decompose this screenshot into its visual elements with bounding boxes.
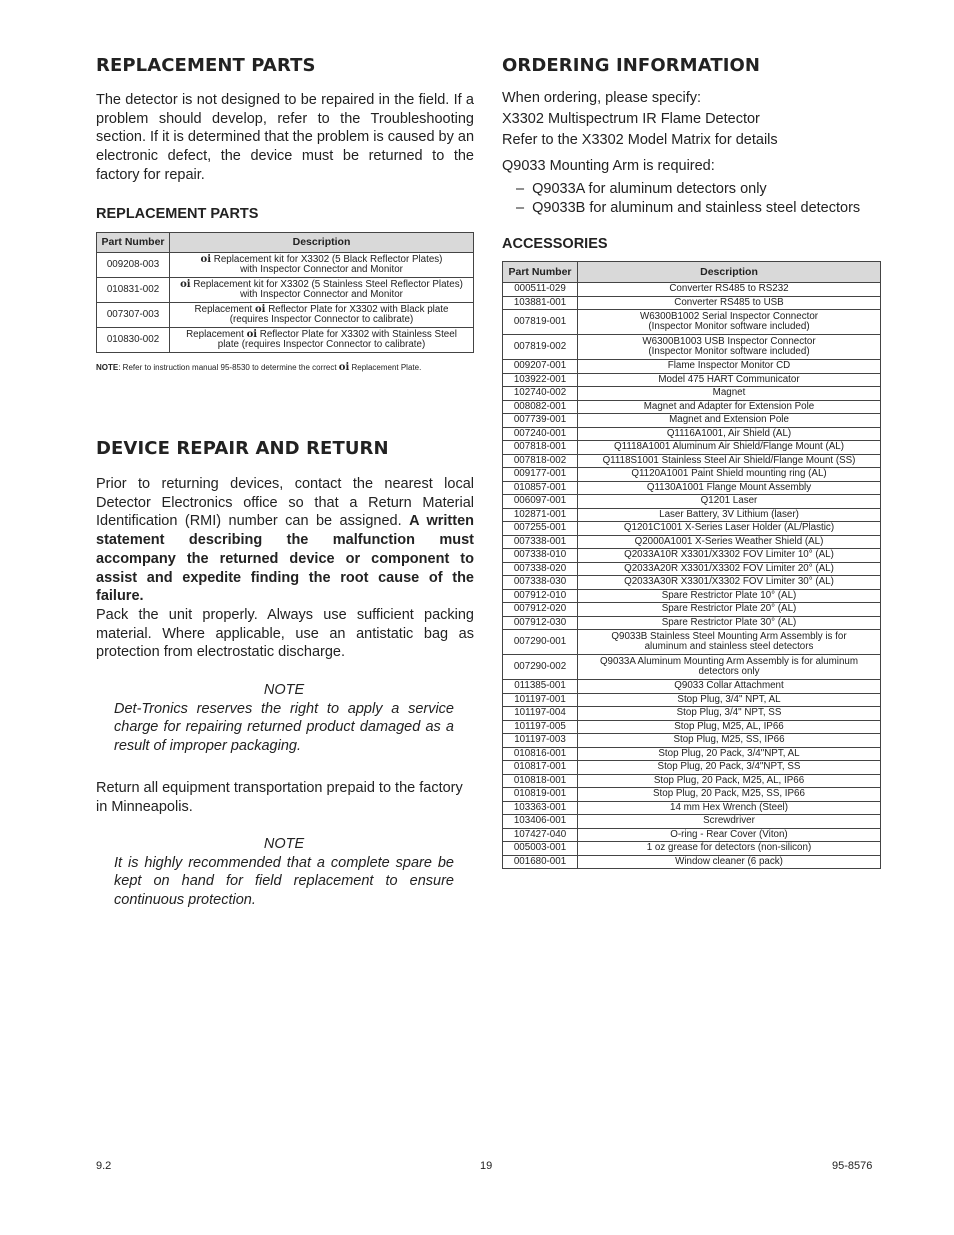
table-row xyxy=(97,278,474,303)
table-row xyxy=(503,603,881,617)
table-row xyxy=(503,828,881,842)
table-row xyxy=(503,360,881,374)
table-header-row xyxy=(503,262,881,283)
description-cell xyxy=(578,815,881,829)
description-cell xyxy=(578,441,881,455)
oi-symbol: oi xyxy=(246,328,258,340)
description-cell xyxy=(170,253,474,278)
description-line-1: Magnet and Extension Pole xyxy=(669,414,789,425)
description-line-1: Stop Plug, 3/4" NPT, AL xyxy=(677,693,781,705)
table-row xyxy=(503,788,881,802)
table-row xyxy=(503,707,881,721)
description-cell xyxy=(578,387,881,401)
part-number-cell: 010830-002 xyxy=(97,328,170,353)
repair-note-1-body: Det-Tronics reserves the right to apply a service charge for repairing returned product damaged as a result of improper packaging. xyxy=(114,700,454,755)
description-line-2: detectors only xyxy=(698,666,760,677)
column-header-part-number: Part Number xyxy=(97,233,170,253)
description-line-1: Stop Plug, M25, AL, IP66 xyxy=(674,720,784,732)
repair-note-2-title: NOTE xyxy=(263,836,305,852)
part-number-cell: 101197-004 xyxy=(503,707,578,721)
description-cell xyxy=(578,680,881,694)
part-number-cell: 010817-001 xyxy=(503,761,578,775)
table-row xyxy=(503,427,881,441)
description-line-2: (Inspector Monitor software included) xyxy=(648,321,810,332)
table-row xyxy=(97,303,474,328)
description-cell xyxy=(578,589,881,603)
description-line-1: O-ring - Rear Cover (Viton) xyxy=(670,828,788,840)
part-number-cell: 010819-001 xyxy=(503,788,578,802)
description-line-1: Q9033B Stainless Steel Mounting Arm Assembly is for xyxy=(611,630,847,642)
description-line-1: Stop Plug, M25, SS, IP66 xyxy=(673,734,785,745)
repair-paragraph-2: Pack the unit properly. Always use sufficient packing material. Where applicable, use an antistatic bag as protection from electrostatic discharge. xyxy=(96,607,474,661)
table-row xyxy=(503,801,881,815)
table-row xyxy=(503,761,881,775)
table-row xyxy=(503,616,881,630)
part-number-cell: 101197-005 xyxy=(503,720,578,734)
repair-note-1 xyxy=(114,681,454,756)
ordering-line-2: X3302 Multispectrum IR Flame Detector xyxy=(502,111,760,127)
description-cell xyxy=(578,454,881,468)
description-cell xyxy=(578,481,881,495)
table-row xyxy=(503,296,881,310)
repair-paragraph-1-bold: A written statement describing the malfunction must accompany the returned device or component to assist and expedite finding the root cause of the failure. xyxy=(96,513,474,605)
part-number-cell: 102740-002 xyxy=(503,387,578,401)
description-cell xyxy=(578,655,881,680)
footer-page-number: 19 xyxy=(480,1160,493,1172)
description-line-1: Magnet and Adapter for Extension Pole xyxy=(643,400,815,412)
part-number-cell: 010831-002 xyxy=(97,278,170,303)
replacement-parts-table xyxy=(96,232,474,353)
table-row xyxy=(503,655,881,680)
description-line-1: Q9033A Aluminum Mounting Arm Assembly is for aluminum xyxy=(599,655,859,667)
table-row xyxy=(503,855,881,869)
replacement-parts-heading: REPLACEMENT PARTS xyxy=(96,55,316,76)
oi-symbol: oi xyxy=(338,362,350,373)
description-line-1: Flame Inspector Monitor CD xyxy=(667,360,791,371)
description-cell xyxy=(578,310,881,335)
repair-note-1-title: NOTE xyxy=(263,682,305,698)
description-line-2: with Inspector Connector and Monitor xyxy=(240,264,403,275)
description-prefix: Replacement xyxy=(186,328,247,340)
description-cell xyxy=(578,535,881,549)
description-cell xyxy=(578,747,881,761)
table-row xyxy=(503,747,881,761)
table-row xyxy=(503,734,881,748)
table-row xyxy=(503,400,881,414)
part-number-cell: 103406-001 xyxy=(503,815,578,829)
description-cell xyxy=(578,495,881,509)
table-row xyxy=(503,720,881,734)
part-number-cell: 007818-001 xyxy=(503,441,578,455)
description-cell xyxy=(578,616,881,630)
description-cell xyxy=(578,427,881,441)
description-cell xyxy=(578,828,881,842)
table-row xyxy=(503,373,881,387)
part-number-cell: 007290-001 xyxy=(503,630,578,655)
description-cell xyxy=(578,373,881,387)
description-line-1: Magnet xyxy=(712,387,746,398)
description-cell xyxy=(170,278,474,303)
description-cell xyxy=(578,562,881,576)
part-number-cell: 107427-040 xyxy=(503,828,578,842)
table-row xyxy=(503,815,881,829)
note-label: NOTE xyxy=(96,363,119,372)
description-prefix: Replacement xyxy=(194,303,255,315)
description-line-2: aluminum and stainless steel detectors xyxy=(644,641,814,652)
device-repair-heading: DEVICE REPAIR AND RETURN xyxy=(96,438,389,459)
description-line-1: W6300B1002 Serial Inspector Connector xyxy=(639,310,819,322)
part-number-cell: 007819-001 xyxy=(503,310,578,335)
table-row xyxy=(503,589,881,603)
part-number-cell: 001680-001 xyxy=(503,855,578,869)
table-row xyxy=(503,495,881,509)
description-line-1: Q2033A30R X3301/X3302 FOV Limiter 30° (AL) xyxy=(624,576,834,587)
table-row xyxy=(503,630,881,655)
description-cell xyxy=(578,720,881,734)
description-line-1: Q1201C1001 X-Series Laser Holder (AL/Plastic) xyxy=(623,522,835,533)
ordering-line-1: When ordering, please specify: xyxy=(502,90,702,106)
description-line-1: Stop Plug, 20 Pack, 3/4"NPT, AL xyxy=(658,747,800,759)
footer-document-number: 95-8576 xyxy=(832,1160,873,1172)
table-row xyxy=(503,774,881,788)
description-cell xyxy=(578,335,881,360)
description-line-1: Reflector Plate for X3302 with Black plate xyxy=(265,303,449,315)
replacement-parts-body: The detector is not designed to be repaired in the field. If a problem should develop, refer to the Troubleshooting section. If it is determined that the problem is caused by an electronic defect, the device must be returned to the factory for repair. xyxy=(96,92,475,183)
replacement-parts-subheading: REPLACEMENT PARTS xyxy=(96,206,259,222)
table-row xyxy=(503,481,881,495)
description-line-1: Window cleaner (6 pack) xyxy=(675,855,783,867)
part-number-cell: 009207-001 xyxy=(503,360,578,374)
description-cell xyxy=(578,707,881,721)
table-row xyxy=(503,454,881,468)
ordering-line-4: Q9033 Mounting Arm is required: xyxy=(502,158,715,174)
description-line-1: Replacement kit for X3302 (5 Stainless Steel Reflector Plates) xyxy=(190,278,463,290)
repair-paragraph-1 xyxy=(96,475,474,606)
description-cell xyxy=(578,693,881,707)
description-line-1: Q1118S1001 Stainless Steel Air Shield/Flange Mount (SS) xyxy=(602,454,856,466)
description-cell xyxy=(578,360,881,374)
description-line-2: plate (requires Inspector Connector to calibrate) xyxy=(217,339,426,350)
part-number-cell: 007290-002 xyxy=(503,655,578,680)
part-number-cell: 000511-029 xyxy=(503,283,578,297)
description-cell xyxy=(170,328,474,353)
part-number-cell: 011385-001 xyxy=(503,680,578,694)
footer-revision: 9.2 xyxy=(96,1160,112,1172)
description-line-1: Q1118A1001 Aluminum Air Shield/Flange Mount (AL) xyxy=(614,441,844,452)
description-cell xyxy=(578,414,881,428)
table-row xyxy=(97,253,474,278)
table-row xyxy=(503,283,881,297)
repair-note-2-body: It is highly recommended that a complete spare be kept on hand for field replacement to ensure continuous protection. xyxy=(114,854,454,909)
part-number-cell: 006097-001 xyxy=(503,495,578,509)
description-cell xyxy=(578,855,881,869)
replacement-parts-note xyxy=(96,362,421,373)
description-cell xyxy=(578,630,881,655)
table-row xyxy=(503,414,881,428)
description-cell xyxy=(578,468,881,482)
description-cell xyxy=(578,283,881,297)
description-line-1: Spare Restrictor Plate 10° (AL) xyxy=(661,589,797,601)
description-line-1: Spare Restrictor Plate 30° (AL) xyxy=(661,616,797,628)
part-number-cell: 010818-001 xyxy=(503,774,578,788)
part-number-cell: 008082-001 xyxy=(503,400,578,414)
description-line-1: Converter RS485 to USB xyxy=(674,296,784,308)
part-number-cell: 007818-002 xyxy=(503,454,578,468)
part-number-cell: 007338-030 xyxy=(503,576,578,590)
repair-note-2 xyxy=(114,835,454,910)
ordering-information-heading: ORDERING INFORMATION xyxy=(502,55,761,76)
description-line-1: Q1120A1001 Paint Shield mounting ring (AL) xyxy=(631,468,827,479)
description-line-1: Q1201 Laser xyxy=(700,495,758,506)
table-row xyxy=(503,522,881,536)
note-text-pre: : Refer to instruction manual 95-8530 to determine the correct xyxy=(118,363,339,372)
oi-symbol: oi xyxy=(200,253,212,265)
description-line-1: Stop Plug, 20 Pack, M25, AL, IP66 xyxy=(653,774,805,786)
part-number-cell: 007240-001 xyxy=(503,427,578,441)
table-row xyxy=(503,562,881,576)
description-cell xyxy=(578,603,881,617)
table-row xyxy=(97,328,474,353)
description-cell xyxy=(578,549,881,563)
description-line-1: Q9033 Collar Attachment xyxy=(674,680,784,691)
ordering-line-3: Refer to the X3302 Model Matrix for details xyxy=(502,132,778,148)
table-row xyxy=(503,842,881,856)
description-cell xyxy=(578,576,881,590)
description-line-1: 1 oz grease for detectors (non-silicon) xyxy=(646,842,812,853)
part-number-cell: 007912-010 xyxy=(503,589,578,603)
column-header-part-number: Part Number xyxy=(503,262,578,283)
table-row xyxy=(503,680,881,694)
oi-symbol: oi xyxy=(255,303,266,315)
table-row xyxy=(503,535,881,549)
description-cell xyxy=(578,801,881,815)
table-header-row xyxy=(97,233,474,253)
description-line-1: Screwdriver xyxy=(703,815,755,826)
table-row xyxy=(503,693,881,707)
part-number-cell: 103881-001 xyxy=(503,296,578,310)
description-line-1: Stop Plug, 20 Pack, 3/4"NPT, SS xyxy=(657,761,801,772)
part-number-cell: 007819-002 xyxy=(503,335,578,360)
description-line-1: Stop Plug, 20 Pack, M25, SS, IP66 xyxy=(653,788,805,799)
description-line-1: Q2033A20R X3301/X3302 FOV Limiter 20° (AL) xyxy=(624,562,834,574)
table-row xyxy=(503,335,881,360)
description-cell xyxy=(578,522,881,536)
description-line-1: Q1116A1001, Air Shield (AL) xyxy=(666,427,792,439)
description-line-1: Laser Battery, 3V Lithium (laser) xyxy=(659,508,799,520)
column-header-description: Description xyxy=(578,262,881,283)
accessories-table xyxy=(502,261,881,869)
description-line-1: 14 mm Hex Wrench (Steel) xyxy=(670,801,788,813)
part-number-cell: 010816-001 xyxy=(503,747,578,761)
description-line-1: Stop Plug, 3/4" NPT, SS xyxy=(676,707,782,718)
description-cell xyxy=(578,734,881,748)
part-number-cell: 103363-001 xyxy=(503,801,578,815)
description-cell xyxy=(578,788,881,802)
list-item: – Q9033A for aluminum detectors only xyxy=(516,180,860,199)
description-line-1: W6300B1003 USB Inspector Connector xyxy=(642,335,816,347)
oi-symbol: oi xyxy=(180,278,191,290)
table-row xyxy=(503,441,881,455)
part-number-cell: 007307-003 xyxy=(97,303,170,328)
description-line-1: Q1130A1001 Flange Mount Assembly xyxy=(646,481,812,493)
part-number-cell: 102871-001 xyxy=(503,508,578,522)
description-cell xyxy=(578,761,881,775)
note-text-post: Replacement Plate. xyxy=(349,363,422,372)
part-number-cell: 007912-030 xyxy=(503,616,578,630)
part-number-cell: 103922-001 xyxy=(503,373,578,387)
description-cell xyxy=(578,400,881,414)
part-number-cell: 005003-001 xyxy=(503,842,578,856)
table-row xyxy=(503,310,881,335)
part-number-cell: 007255-001 xyxy=(503,522,578,536)
table-row xyxy=(503,387,881,401)
part-number-cell: 101197-001 xyxy=(503,693,578,707)
description-line-1: Spare Restrictor Plate 20° (AL) xyxy=(661,603,797,614)
description-line-2: (requires Inspector Connector to calibrate) xyxy=(229,314,414,325)
part-number-cell: 007338-010 xyxy=(503,549,578,563)
mounting-arm-options xyxy=(516,180,860,217)
description-cell xyxy=(578,508,881,522)
column-header-description: Description xyxy=(170,233,474,253)
part-number-cell: 010857-001 xyxy=(503,481,578,495)
description-cell xyxy=(578,842,881,856)
part-number-cell: 007912-020 xyxy=(503,603,578,617)
part-number-cell: 101197-003 xyxy=(503,734,578,748)
description-line-2: with Inspector Connector and Monitor xyxy=(240,289,403,300)
part-number-cell: 009208-003 xyxy=(97,253,170,278)
description-line-2: (Inspector Monitor software included) xyxy=(648,346,810,357)
table-row xyxy=(503,508,881,522)
description-line-1: Reflector Plate for X3302 with Stainless Steel xyxy=(257,328,457,340)
repair-paragraph-1-plain: Prior to returning devices, contact the nearest local Detector Electronics office so that a Return Material Identification (RMI) number can be assigned. xyxy=(96,476,474,530)
description-cell xyxy=(578,296,881,310)
description-line-1: Q2000A1001 X-Series Weather Shield (AL) xyxy=(634,535,824,547)
part-number-cell: 007739-001 xyxy=(503,414,578,428)
table-row xyxy=(503,576,881,590)
description-line-1: Replacement kit for X3302 (5 Black Reflector Plates) xyxy=(211,253,443,265)
part-number-cell: 007338-001 xyxy=(503,535,578,549)
accessories-heading: ACCESSORIES xyxy=(502,236,608,252)
description-line-1: Q2033A10R X3301/X3302 FOV Limiter 10° (AL) xyxy=(624,549,834,560)
part-number-cell: 009177-001 xyxy=(503,468,578,482)
description-line-1: Model 475 HART Communicator xyxy=(658,373,800,385)
description-line-1: Converter RS485 to RS232 xyxy=(669,283,789,294)
list-item: – Q9033B for aluminum and stainless steel detectors xyxy=(516,199,860,218)
description-cell xyxy=(578,774,881,788)
description-cell xyxy=(170,303,474,328)
table-row xyxy=(503,549,881,563)
repair-paragraph-3: Return all equipment transportation prepaid to the factory in Minneapolis. xyxy=(96,780,463,815)
part-number-cell: 007338-020 xyxy=(503,562,578,576)
table-row xyxy=(503,468,881,482)
